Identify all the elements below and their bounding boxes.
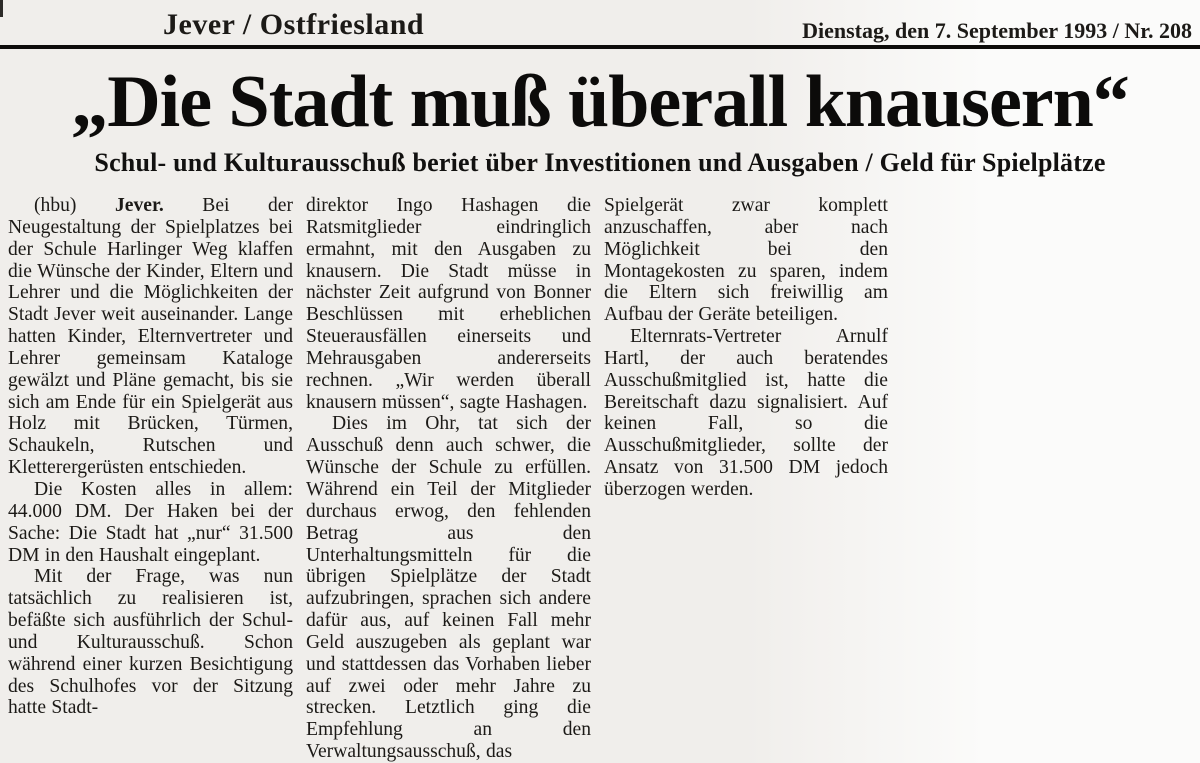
lead-paragraph-text: Bei der Neugestaltung der Spielplatzes bei der Schule Harlinger Weg klaffen die Wünsche der Kinder, Eltern und Lehrer und die Möglichkeiten der Stadt Jever weit auseinander. Lange hatten Kinder, Elternvertreter und Lehrer gemeinsam Kataloge gewälzt und Pläne gemacht, bis sie sich am Ende für ein Spielgerät aus Holz mit Brücken, Türmen, Schaukeln, Rutschen und Kletterergerüsten entschieden. bbox=[8, 195, 293, 479]
paragraph-continuation: direktor Ingo Hashagen die Ratsmitglieder eindringlich ermahnt, mit den Ausgaben zu knausern. Die Stadt müsse in nächster Zeit aufgrund von Bonner Beschlüssen mit erheblichen Steuerausfällen einerseits und Mehrausgaben andererseits rechnen. „Wir werden überall knausern müssen“, sagte Hashagen. bbox=[306, 195, 591, 413]
article-body bbox=[8, 195, 892, 763]
column-2 bbox=[306, 195, 591, 763]
column-1 bbox=[8, 195, 293, 719]
dateline: Dienstag, den 7. September 1993 / Nr. 208 bbox=[802, 18, 1192, 43]
agency-credit: (hbu) bbox=[34, 195, 77, 216]
paragraph-continuation: Spielgerät zwar komplett anzuschaffen, aber nach Möglichkeit bei den Montagekosten zu sparen, indem die Eltern sich freiwillig am Aufbau der Geräte beteiligen. bbox=[604, 195, 888, 326]
paragraph: Die Kosten alles in allem: 44.000 DM. Der Haken bei der Sache: Die Stadt hat „nur“ 31.500 DM in den Haushalt eingeplant. bbox=[8, 478, 293, 566]
dateline-city: Jever. bbox=[76, 195, 164, 216]
paragraph: Mit der Frage, was nun tatsächlich zu realisieren ist, befäßte sich ausführlich der Schul- und Kulturausschuß. Schon während einer kurzen Besichtigung des Schulhofes vor der Sitzung hatte Stadt- bbox=[8, 566, 293, 719]
headline: „Die Stadt muß überall knausern“ bbox=[71, 61, 1129, 143]
subheadline: Schul- und Kulturausschuß beriet über Investitionen und Ausgaben / Geld für Spielplätze bbox=[94, 148, 1106, 177]
column-3 bbox=[604, 195, 888, 501]
paragraph: Elternrats-Vertreter Arnulf Hartl, der auch beratendes Ausschußmitglied ist, hatte die Bereitschaft dazu signalisiert. Auf keinen Fall, so die Ausschußmitglieder, sollte der Ansatz von 31.500 DM jedoch überzogen werden. bbox=[604, 326, 888, 500]
paragraph: Dies im Ohr, tat sich der Ausschuß denn auch schwer, die Wünsche der Schule zu erfüllen. Während ein Teil der Mitglieder durchaus erwog, den fehlenden Betrag aus den Unterhaltungsmitteln für die übrigen Spielplätze der Stadt aufzubringen, sprachen sich andere dafür aus, auf keinen Fall mehr Geld auszugeben als geplant war und stattdessen das Vorhaben lieber auf zwei oder mehr Jahre zu strecken. Letztlich ging die Empfehlung an den Verwaltungsausschuß, das bbox=[306, 413, 591, 763]
lead-paragraph bbox=[8, 195, 293, 479]
section-title: Jever / Ostfriesland bbox=[163, 8, 425, 41]
masthead bbox=[0, 0, 1200, 49]
